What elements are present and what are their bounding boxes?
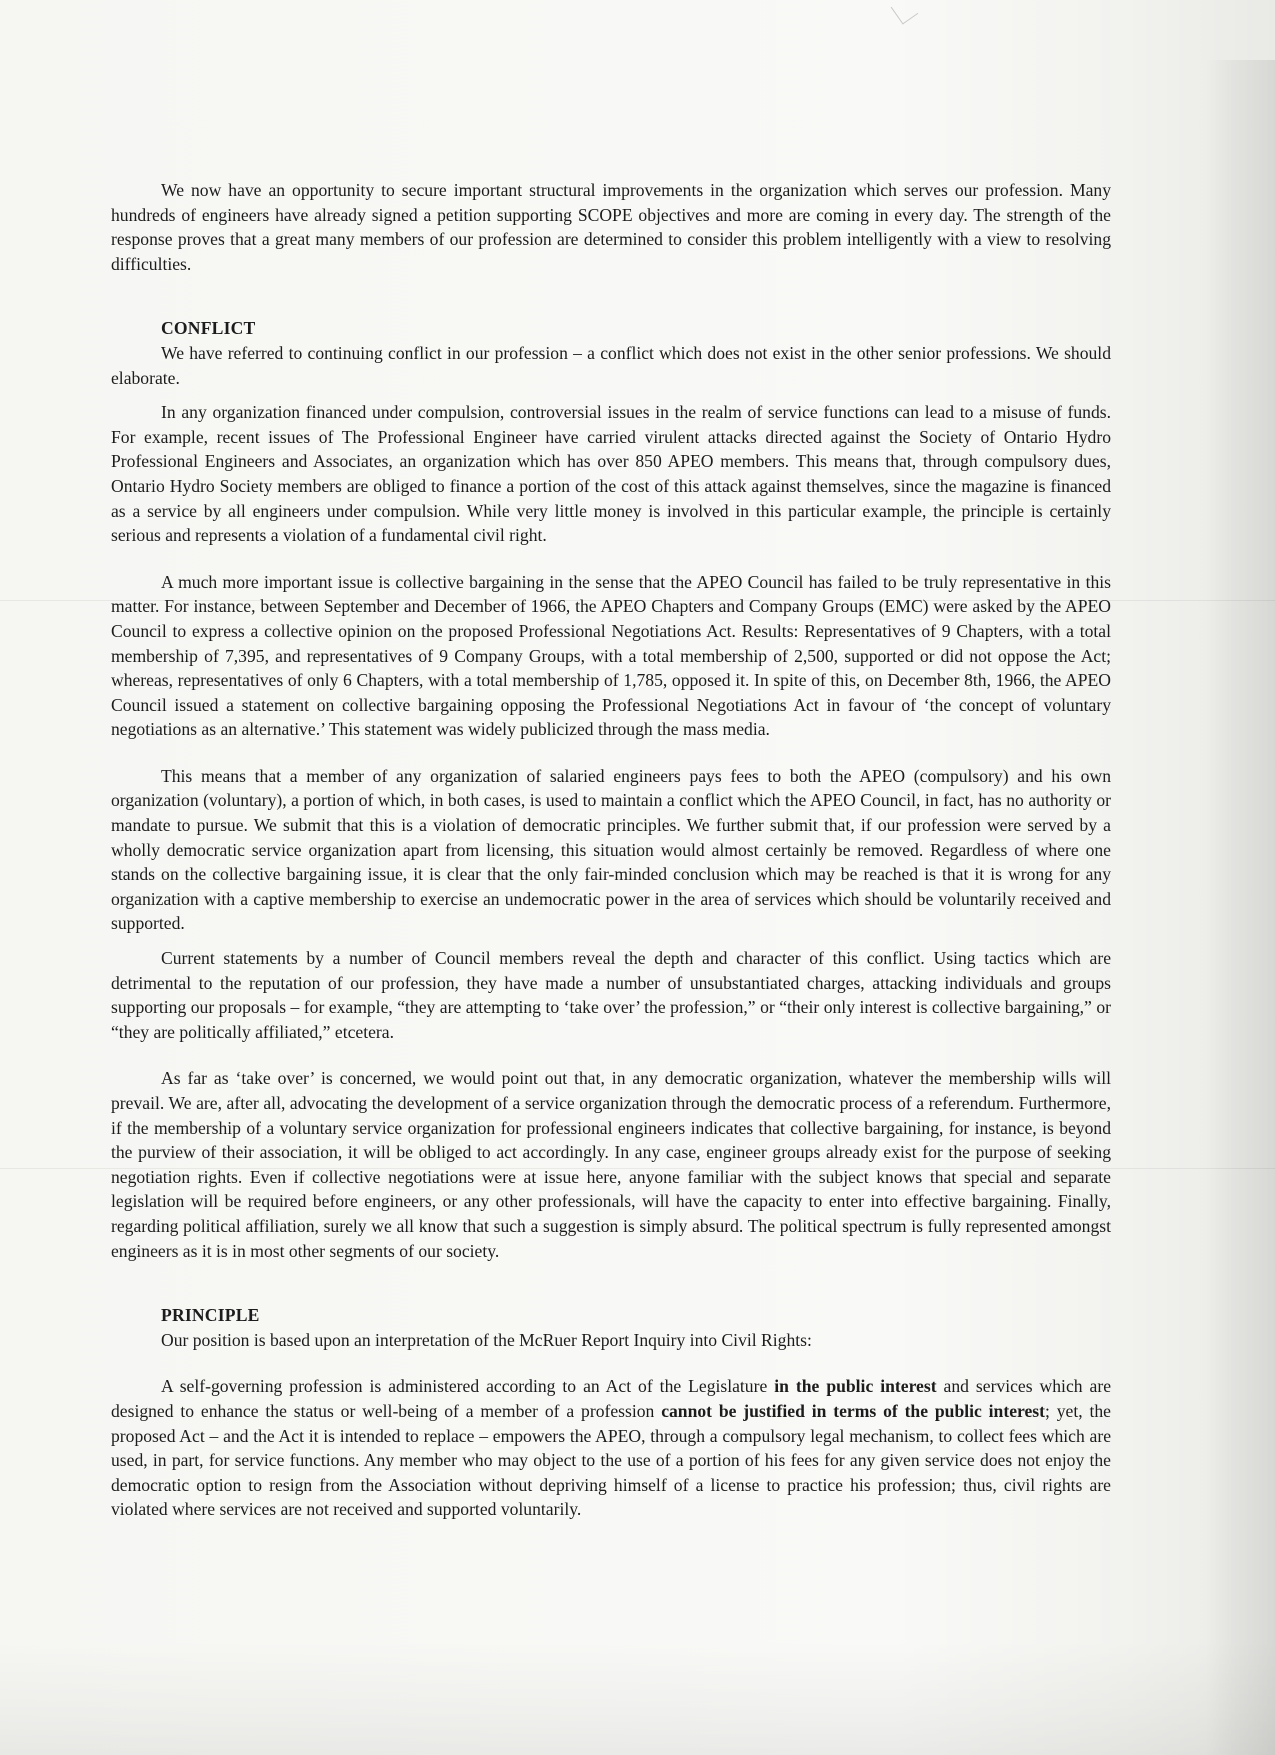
pen-mark	[891, 0, 919, 25]
conflict-paragraph: A much more important issue is collective bargaining in the sense that the APEO Council has failed to be truly representative in this matter. For instance, between September and December of 1966, the APEO Chapters and Company Groups (EMC) were asked by the APEO Council to express a collective opinion on the proposed Professional Negotiations Act. Results: Representatives of 9 Chapters, with a total membership of 7,395, and representatives of 9 Company Groups, with a total membership of 2,500, supported or did not oppose the Act; whereas, representatives of only 6 Chapters, with a total membership of 1,785, opposed it. In spite of this, on December 8th, 1966, the APEO Council issued a statement on collective bargaining opposing the Professional Negotiations Act in favour of ‘the concept of voluntary negotiations as an alternative.’ This statement was widely publicized through the mass media.	[111, 571, 1111, 740]
conflict-paragraph: This means that a member of any organization of salaried engineers pays fees to both the APEO (compulsory) and his own organization (voluntary), a portion of which, in both cases, is used to maintain a conflict which the APEO Council, in fact, has no authority or mandate to pursue. We submit that this is a violation of democratic principles. We further submit that, if our profession were served by a wholly democratic service organization apart from licensing, this situation would almost certainly be removed. Regardless of where one stands on the collective bargaining issue, it is clear that the only fair-minded conclusion which may be reached is that it is wrong for any organization with a captive membership to exercise an undemocratic power in the area of services which should be voluntarily received and supported.	[111, 765, 1111, 934]
page-bottom-shadow	[0, 1640, 1275, 1755]
conflict-paragraph: As far as ‘take over’ is concerned, we would point out that, in any democratic organization, whatever the membership wills will prevail. We are, after all, advocating the development of a service organization through the democratic process of a referendum. Furthermore, if the membership of a voluntary service organization for professional engineers indicates that collective bargaining, for instance, is beyond the purview of their association, it will be obliged to act accordingly. In any case, engineer groups already exist for the purpose of seeking negotiation rights. Even if collective negotiations were at issue here, anyone familiar with the subject knows that special and separate legislation will be required before engineers, or any other professionals, will have the capacity to enter into effective bargaining. Finally, regarding political affiliation, surely we all know that such a suggestion is simply absurd. The political spectrum is fully represented amongst engineers as it is in most other segments of our society.	[111, 1068, 1111, 1261]
quote-text: ; yet, the proposed Act – and the Act it is intended to replace – empowers the APEO, through a compulsory legal mechanism, to collect fees which are used, in part, for service functions. Any member who may object to the use of a portion of his fees for any given service does not enjoy the democratic option to resign from the Association without depriving himself of a license to practice his profession; thus, civil rights are violated where services are not received and supported voluntarily.	[111, 1400, 1111, 1520]
quote-emphasis: cannot be justified in terms of the public interest	[661, 1400, 1046, 1421]
document-body	[111, 178, 1111, 1522]
conflict-paragraph: We have referred to continuing conflict in our profession – a conflict which does not exist in the other senior professions. We should elaborate.	[111, 342, 1111, 388]
principle-quote	[111, 1374, 1111, 1522]
principle-heading: PRINCIPLE	[161, 1305, 260, 1326]
principle-intro: Our position is based upon an interpretation of the McRuer Report Inquiry into Civil Rights:	[161, 1329, 812, 1350]
conflict-paragraph: In any organization financed under compulsion, controversial issues in the realm of service functions can lead to a misuse of funds. For example, recent issues of The Professional Engineer have carried virulent attacks directed against the Society of Ontario Hydro Professional Engineers and Associates, an organization which has over 850 APEO members. This means that, through compulsory dues, Ontario Hydro Society members are obliged to finance a portion of the cost of this attack against themselves, since the magazine is financed as a service by all engineers under compulsion. While very little money is involved in this particular example, the principle is certainly serious and represents a violation of a fundamental civil right.	[111, 402, 1111, 546]
conflict-paragraph: Current statements by a number of Council members reveal the depth and character of this conflict. Using tactics which are detrimental to the reputation of our profession, they have made a number of unsubstantiated charges, attacking individuals and groups supporting our proposals – for example, “they are attempting to ‘take over’ the profession,” or “their only interest is collective bargaining,” or “they are politically affiliated,” etcetera.	[111, 948, 1111, 1042]
intro-paragraph: We now have an opportunity to secure important structural improvements in the organization which serves our profession. Many hundreds of engineers have already signed a petition supporting SCOPE objectives and more are coming in every day. The strength of the response proves that a great many members of our profession are determined to consider this problem intelligently with a view to resolving difficulties.	[111, 180, 1111, 274]
quote-text: and services which are designed to enhance the status or well-being of a member of a profession	[111, 1376, 1111, 1421]
conflict-heading: CONFLICT	[161, 318, 256, 339]
quote-emphasis: in the public interest	[774, 1376, 937, 1397]
page-edge-shadow	[1205, 60, 1275, 1755]
quote-text: A self-governing profession is administered according to an Act of the Legislature	[161, 1376, 775, 1397]
